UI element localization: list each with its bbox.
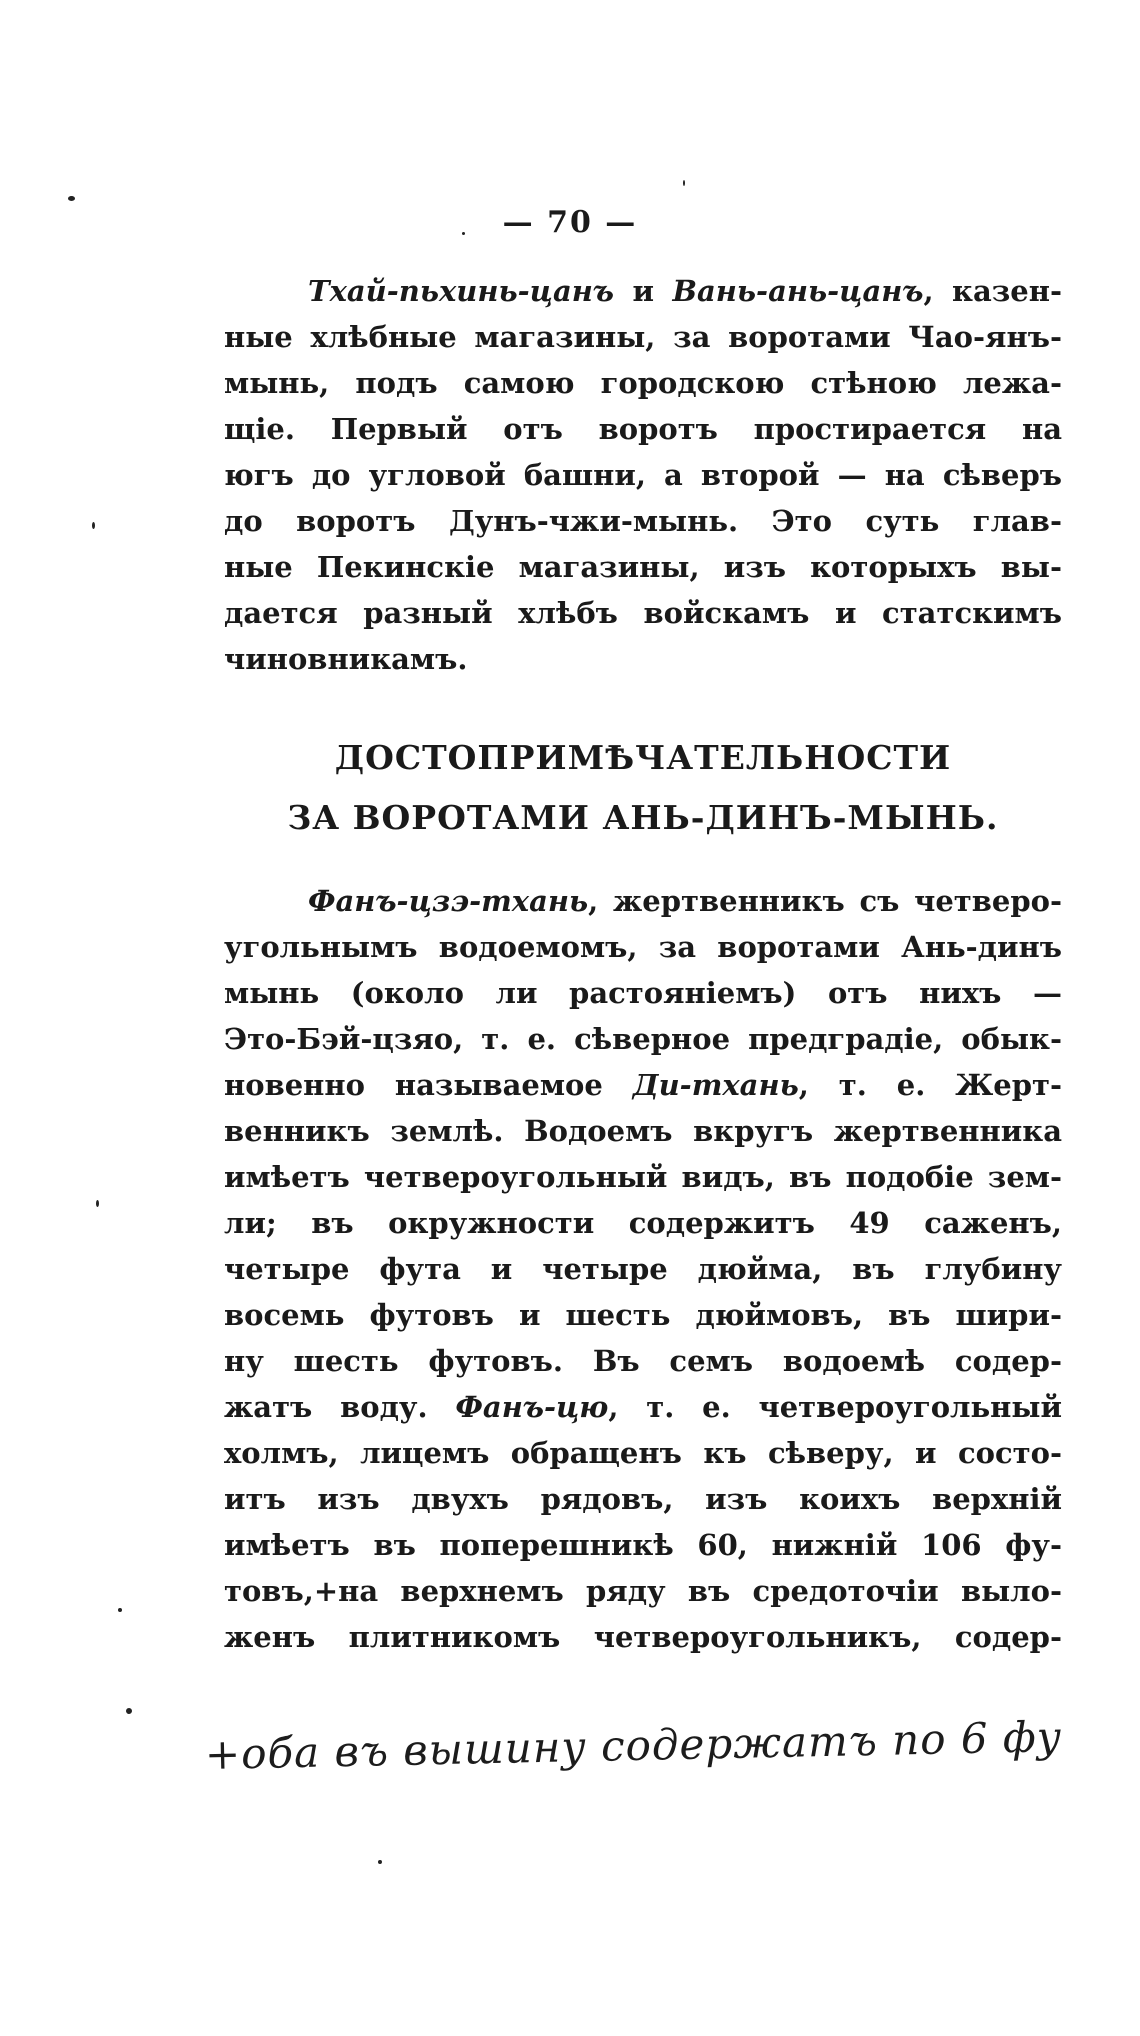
- scan-speck: [126, 1708, 132, 1714]
- handwritten-margin-note: +оба въ вышину содержатъ по 6 фу: [204, 1712, 1063, 1779]
- text-line: [224, 1200, 1062, 1246]
- page-number: — 70 —: [502, 205, 638, 240]
- text-run: +: [313, 1574, 339, 1608]
- text-run: щіе. Первый отъ воротъ простирается на: [224, 412, 1062, 446]
- text-run: , т. е. четвероугольный: [608, 1390, 1062, 1424]
- text-line: [224, 406, 1062, 452]
- text-run: ные Пекинскіе магазины, изъ которыхъ вы-: [224, 550, 1062, 584]
- scan-speck: [92, 522, 95, 529]
- text-line: [224, 1016, 1062, 1062]
- text-run: имѣетъ въ поперешникѣ 60, нижній 106 фу-: [224, 1528, 1062, 1562]
- text-run: ну шесть футовъ. Въ семъ водоемѣ содер-: [224, 1344, 1062, 1378]
- section-heading-line-1: ДОСТОПРИМѢЧАТЕЛЬНОСТИ: [334, 738, 952, 777]
- text-line: [224, 1154, 1062, 1200]
- text-run: Это-Бэй-цзяо, т. е. сѣверное предградіе, обык-: [224, 1022, 1062, 1056]
- text-line: [224, 1614, 1062, 1660]
- text-line: [224, 1476, 1062, 1522]
- text-run: холмъ, лицемъ обращенъ къ сѣверу, и состо-: [224, 1436, 1062, 1470]
- text-run: , т. е. Жерт-: [798, 1068, 1062, 1102]
- text-run: , жертвенникъ съ четверо-: [588, 884, 1062, 918]
- scan-speck: [118, 1608, 122, 1612]
- text-line: [224, 360, 1062, 406]
- section-heading-line-2: ЗА ВОРОТАМИ АНЬ-ДИНЪ-МЫНЬ.: [287, 798, 999, 837]
- text-line: [224, 878, 1062, 924]
- paragraph-granaries: [224, 268, 1062, 682]
- text-line: [224, 636, 1062, 682]
- text-run: мынь (около ли растояніемъ) отъ нихъ —: [224, 976, 1062, 1010]
- italic-term: Вань-ань-цанъ: [672, 274, 924, 308]
- paragraph-altar: [224, 878, 1062, 1660]
- text-run: венникъ землѣ. Водоемъ вкругъ жертвенника: [224, 1114, 1062, 1148]
- text-run: четыре фута и четыре дюйма, въ глубину: [224, 1252, 1062, 1286]
- text-run: ные хлѣбные магазины, за воротами Чао-янъ-: [224, 320, 1062, 354]
- text-run: ли; въ окружности содержитъ 49 саженъ,: [224, 1206, 1062, 1240]
- text-line: [224, 1568, 1062, 1614]
- text-run: до воротъ Дунъ-чжи-мынь. Это суть глав-: [224, 504, 1062, 538]
- text-line: [224, 1430, 1062, 1476]
- text-run: имѣетъ четвероугольный видъ, въ подобіе зем-: [224, 1160, 1062, 1194]
- scan-speck: [378, 1860, 382, 1864]
- text-run: , казен-: [923, 274, 1062, 308]
- text-line: [224, 498, 1062, 544]
- text-run: дается разный хлѣбъ войскамъ и статскимъ: [224, 596, 1062, 630]
- text-line: [224, 1384, 1062, 1430]
- scan-speck: [68, 196, 75, 201]
- text-run: восемь футовъ и шесть дюймовъ, въ шири-: [224, 1298, 1062, 1332]
- text-line: [224, 544, 1062, 590]
- text-line: [224, 1062, 1062, 1108]
- text-run: новенно называемое: [224, 1068, 633, 1102]
- text-line: [224, 970, 1062, 1016]
- text-line: [224, 1246, 1062, 1292]
- scan-speck: [96, 1200, 99, 1207]
- text-run: и: [614, 274, 673, 308]
- text-run: жатъ воду.: [224, 1390, 456, 1424]
- text-line: [224, 268, 1062, 314]
- text-line: [224, 1338, 1062, 1384]
- text-run: югъ до угловой башни, а второй — на сѣверъ: [224, 458, 1062, 492]
- text-run: на верхнемъ ряду въ средоточіи выло-: [338, 1574, 1062, 1608]
- italic-term: Фанъ-цзэ-тхань: [308, 884, 589, 918]
- text-line: [224, 590, 1062, 636]
- text-line: [224, 1292, 1062, 1338]
- text-line: [224, 314, 1062, 360]
- text-line: [224, 452, 1062, 498]
- text-line: [224, 924, 1062, 970]
- text-run: мынь, подъ самою городскою стѣною лежа-: [224, 366, 1062, 400]
- text-run: угольнымъ водоемомъ, за воротами Ань-динъ: [224, 930, 1062, 964]
- scan-speck: [683, 180, 685, 186]
- text-line: [224, 1108, 1062, 1154]
- text-line: [224, 1522, 1062, 1568]
- text-run: женъ плитникомъ четвероугольникъ, содер-: [224, 1620, 1062, 1654]
- italic-term: Фанъ-цю: [455, 1390, 609, 1424]
- text-run: чиновникамъ.: [224, 642, 468, 676]
- text-run: итъ изъ двухъ рядовъ, изъ коихъ верхній: [224, 1482, 1062, 1516]
- italic-term: Ди-тхань: [632, 1068, 799, 1102]
- italic-term: Тхай-пьхинь-цанъ: [308, 274, 614, 308]
- text-run: товъ,: [224, 1574, 314, 1608]
- scan-speck: [462, 232, 465, 235]
